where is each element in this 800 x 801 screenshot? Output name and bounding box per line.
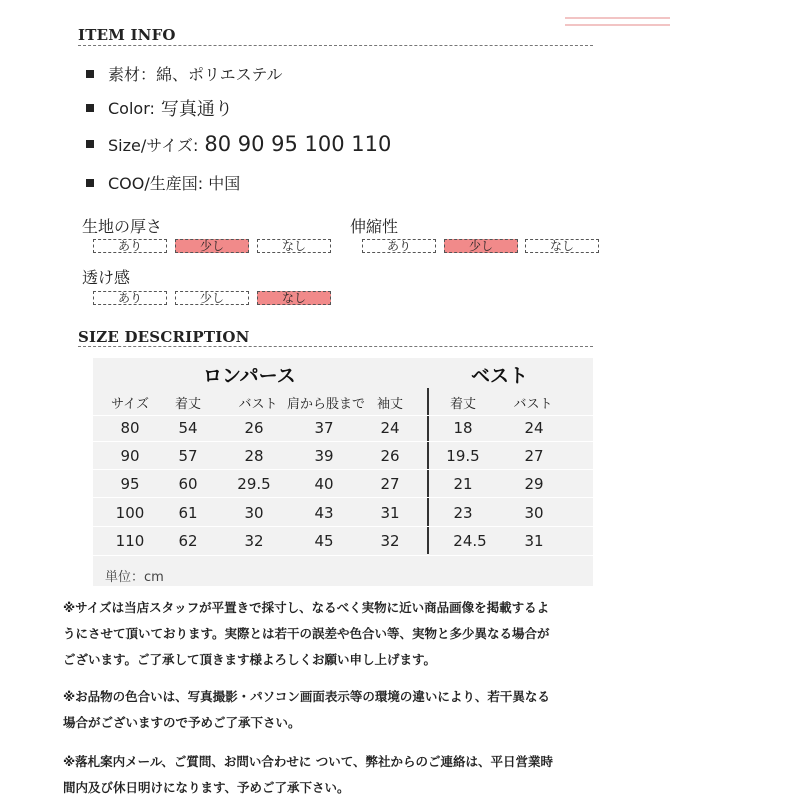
color-row — [86, 95, 233, 121]
cell-bust: 30 — [244, 504, 264, 522]
row-separator — [93, 441, 593, 442]
romper-title: ロンパース — [203, 365, 296, 387]
color-label: Color: — [108, 98, 155, 118]
header-vest-length: 着丈 — [449, 397, 476, 412]
cell-shoulder: 45 — [314, 532, 334, 550]
bullet-square-icon — [86, 70, 94, 78]
cell-vest-bust: 30 — [524, 504, 544, 522]
row-separator — [93, 415, 593, 416]
cell-length: 62 — [178, 532, 198, 550]
cell-vest-length: 21 — [453, 475, 473, 493]
cell-sleeve: 31 — [380, 504, 400, 522]
cell-size: 110 — [115, 532, 145, 550]
header-vest-bust: バスト — [513, 397, 553, 412]
row-separator — [93, 555, 593, 556]
cell-vest-bust: 29 — [524, 475, 544, 493]
cell-size: 100 — [115, 504, 145, 522]
note-line: ※サイズは当店スタッフが平置きで採寸し、なるべく実物に近い商品画像を掲載するよ — [63, 600, 550, 615]
size-label: Size/サイズ: — [108, 135, 199, 155]
note-line: 場合がございますので予めご了承下さい。 — [63, 715, 301, 730]
row-separator — [93, 526, 593, 527]
note-contact — [63, 749, 593, 801]
stretch-label: 伸縮性 — [350, 217, 399, 236]
cell-length: 57 — [178, 447, 198, 465]
cell-bust: 26 — [244, 419, 264, 437]
bullet-square-icon — [86, 104, 94, 112]
note-sizing — [63, 595, 593, 673]
cell-bust: 32 — [244, 532, 264, 550]
sheer-option-nashi: なし — [257, 291, 331, 305]
cell-sleeve: 24 — [380, 419, 400, 437]
header-length: 着丈 — [174, 397, 201, 412]
bullet-square-icon — [86, 140, 94, 148]
size-description-title: SIZE DESCRIPTION — [78, 328, 250, 346]
table-row — [0, 475, 800, 495]
thickness-label: 生地の厚さ — [82, 217, 163, 236]
size-row — [86, 132, 391, 156]
thickness-option-sukoshi: 少し — [175, 239, 249, 253]
cell-vest-length: 18 — [453, 419, 473, 437]
cell-length: 60 — [178, 475, 198, 493]
cell-shoulder: 39 — [314, 447, 334, 465]
cell-vest-bust: 31 — [524, 532, 544, 550]
cell-vest-bust: 24 — [524, 419, 544, 437]
header-size: サイズ — [111, 397, 149, 412]
unit-label: 単位：cm — [105, 570, 164, 585]
note-line: ※お品物の色合いは、写真撮影・パソコン画面表示等の環境の違いにより、若干異なる — [63, 689, 550, 704]
table-row — [0, 419, 800, 439]
table-row — [0, 447, 800, 467]
size-description-divider — [78, 346, 593, 347]
cell-vest-bust: 27 — [524, 447, 544, 465]
cell-vest-length: 23 — [453, 504, 473, 522]
decorative-line — [565, 24, 670, 26]
sheer-option-ari: あり — [93, 291, 167, 305]
note-line: 間内及び休日明けになります、予めご了承下さい。 — [63, 780, 350, 795]
color-value: 写真通り — [160, 99, 233, 120]
cell-vest-length: 19.5 — [446, 447, 480, 465]
coo-text: COO/生産国: 中国 — [108, 174, 241, 193]
row-separator — [93, 497, 593, 498]
header-bust: バスト — [238, 397, 278, 412]
cell-size: 90 — [120, 447, 140, 465]
cell-bust: 29.5 — [237, 475, 271, 493]
note-line: ございます。ご了承して頂きます様よろしくお願い申し上げます。 — [63, 652, 437, 667]
material-text: 素材：綿、ポリエステル — [108, 65, 283, 84]
stretch-option-nashi: なし — [525, 239, 599, 253]
thickness-option-ari: あり — [93, 239, 167, 253]
stretch-option-ari: あり — [362, 239, 436, 253]
cell-length: 54 — [178, 419, 198, 437]
sheer-option-sukoshi: 少し — [175, 291, 249, 305]
table-row — [0, 504, 800, 524]
cell-size: 80 — [120, 419, 140, 437]
table-row — [0, 532, 800, 552]
note-line: うにさせて頂いております。実際とは若干の誤差や色合い等、実物と多少異なる場合が — [63, 626, 550, 641]
stretch-option-sukoshi: 少し — [444, 239, 518, 253]
coo-row — [86, 171, 240, 194]
cell-vest-length: 24.5 — [453, 532, 487, 550]
cell-length: 61 — [178, 504, 198, 522]
row-separator — [93, 469, 593, 470]
cell-shoulder: 43 — [314, 504, 334, 522]
cell-bust: 28 — [244, 447, 264, 465]
cell-sleeve: 32 — [380, 532, 400, 550]
note-color — [63, 684, 593, 736]
note-line: ※落札案内メール、ご質問、お問い合わせに ついて、弊社からのご連絡は、平日営業時 — [63, 754, 554, 769]
header-shoulder-to-crotch: 肩から股まで — [287, 397, 366, 412]
size-value: 80 90 95 100 110 — [204, 132, 392, 156]
material-row — [86, 62, 283, 85]
vest-title: ベスト — [471, 365, 529, 387]
item-info-divider — [78, 45, 593, 46]
cell-shoulder: 40 — [314, 475, 334, 493]
cell-sleeve: 27 — [380, 475, 400, 493]
bullet-square-icon — [86, 179, 94, 187]
cell-shoulder: 37 — [314, 419, 334, 437]
item-info-title: ITEM INFO — [78, 26, 176, 44]
decorative-line — [565, 17, 670, 19]
cell-sleeve: 26 — [380, 447, 400, 465]
thickness-option-nashi: なし — [257, 239, 331, 253]
cell-size: 95 — [120, 475, 140, 493]
table-divider — [427, 388, 429, 554]
sheer-label: 透け感 — [82, 268, 131, 287]
header-sleeve: 袖丈 — [376, 397, 403, 412]
